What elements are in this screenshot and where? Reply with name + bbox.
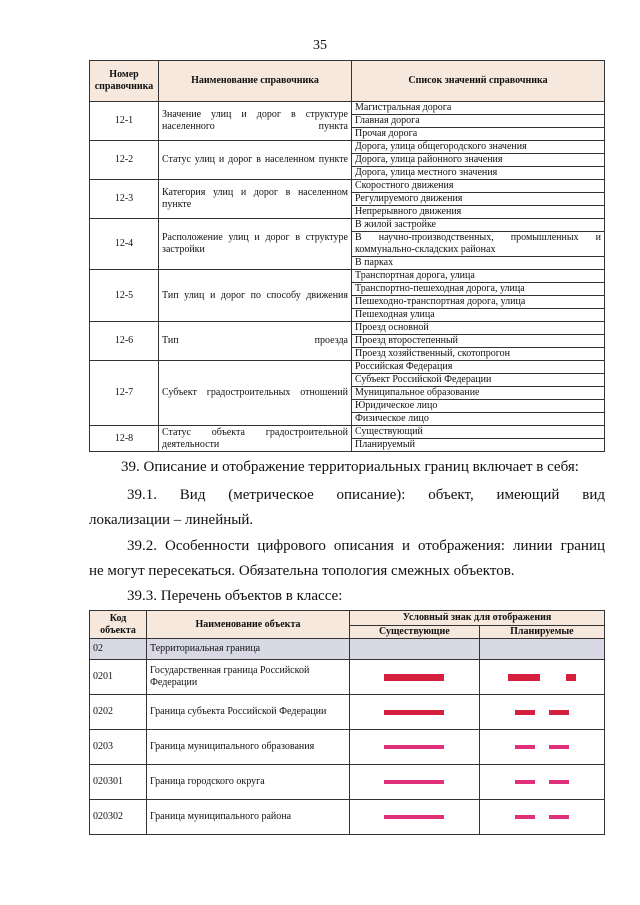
planned-boundary-dash <box>549 780 569 784</box>
object-code: 0201 <box>90 660 147 695</box>
directory-value: Муниципальное образование <box>352 387 605 400</box>
directory-name: Тип улиц и дорог по способу движения <box>159 270 352 322</box>
directory-value: Скоростного движения <box>352 180 605 193</box>
directory-value: Магистральная дорога <box>352 102 605 115</box>
table-row <box>90 219 605 232</box>
planned-boundary-dash <box>508 674 540 681</box>
object-code: 0202 <box>90 695 147 730</box>
paragraph-39-3: 39.3. Перечень объектов в классе: <box>127 588 343 604</box>
table-row <box>90 800 605 835</box>
directory-code: 12-6 <box>90 322 159 361</box>
header-name: Наименование справочника <box>159 61 352 102</box>
directory-name: Статус улиц и дорог в населенном пункте <box>159 141 352 180</box>
directory-code: 12-1 <box>90 102 159 141</box>
directory-code: 12-2 <box>90 141 159 180</box>
table-row <box>90 141 605 154</box>
group-code: 02 <box>90 639 147 660</box>
header-object-code: Код объекта <box>90 611 147 639</box>
directory-table <box>89 60 605 452</box>
paragraph-39-2: 39.2. Особенности цифрового описания и отображения: линии границ <box>127 538 605 554</box>
directory-value: Непрерывного движения <box>352 206 605 219</box>
object-name: Граница муниципального образования <box>147 730 350 765</box>
directory-value: Российская Федерация <box>352 361 605 374</box>
directory-code: 12-4 <box>90 219 159 270</box>
directory-value: В парках <box>352 257 605 270</box>
existing-symbol-cell <box>350 765 480 800</box>
object-name: Граница городского округа <box>147 765 350 800</box>
directory-name: Значение улиц и дорог в структуре населенного пункта <box>159 102 352 141</box>
header-planned: Планируемые <box>479 626 604 639</box>
table-row <box>90 765 605 800</box>
existing-boundary-line <box>384 674 444 681</box>
directory-value: Проезд второстепенный <box>352 335 605 348</box>
planned-boundary-dash <box>566 674 576 681</box>
paragraph-39-1-cont: локализации – линейный. <box>89 512 254 528</box>
group-cell <box>350 639 480 660</box>
directory-value: В научно-производственных, промышленных и коммунально-складских районах <box>352 232 605 257</box>
directory-code: 12-3 <box>90 180 159 219</box>
table-row <box>90 660 605 695</box>
header-symbol: Условный знак для отображения <box>350 611 605 626</box>
existing-symbol-cell <box>350 800 480 835</box>
existing-boundary-line <box>384 745 444 749</box>
table-row <box>90 180 605 193</box>
planned-boundary-dash <box>549 710 569 715</box>
object-code: 020301 <box>90 765 147 800</box>
planned-symbol-cell <box>479 660 604 695</box>
paragraph-39: 39. Описание и отображение территориальных границ включает в себя: <box>121 459 579 475</box>
paragraph-39-2-cont: не могут пересекаться. Обязательна топология смежных объектов. <box>89 563 515 579</box>
existing-symbol-cell <box>350 660 480 695</box>
table-row <box>90 102 605 115</box>
header-number: Номер справочника <box>90 61 159 102</box>
page-number: 35 <box>313 38 327 53</box>
directory-code: 12-8 <box>90 426 159 452</box>
planned-boundary-dash <box>515 745 535 749</box>
directory-code: 12-7 <box>90 361 159 426</box>
directory-name: Статус объекта градостроительной деятельности <box>159 426 352 452</box>
header-object-name: Наименование объекта <box>147 611 350 639</box>
directory-value: Юридическое лицо <box>352 400 605 413</box>
object-code: 020302 <box>90 800 147 835</box>
directory-value: Проезд хозяйственный, скотопрогон <box>352 348 605 361</box>
planned-boundary-dash <box>515 780 535 784</box>
paragraph-39-1: 39.1. Вид (метрическое описание): объект, имеющий вид <box>127 487 605 503</box>
directory-name: Расположение улиц и дорог в структуре застройки <box>159 219 352 270</box>
planned-symbol-cell <box>479 730 604 765</box>
header-values: Список значений справочника <box>352 61 605 102</box>
existing-boundary-line <box>384 780 444 784</box>
directory-value: Дорога, улица местного значения <box>352 167 605 180</box>
table-row <box>90 361 605 374</box>
directory-value: Регулируемого движения <box>352 193 605 206</box>
directory-value: Транспортная дорога, улица <box>352 270 605 283</box>
object-name: Граница муниципального района <box>147 800 350 835</box>
group-name: Территориальная граница <box>147 639 350 660</box>
group-cell <box>479 639 604 660</box>
directory-value: Главная дорога <box>352 115 605 128</box>
directory-value: Прочая дорога <box>352 128 605 141</box>
directory-name: Субъект градостроительных отношений <box>159 361 352 426</box>
planned-boundary-dash <box>549 745 569 749</box>
directory-value: Транспортно-пешеходная дорога, улица <box>352 283 605 296</box>
directory-name: Тип проезда <box>159 322 352 361</box>
planned-boundary-dash <box>515 815 535 819</box>
directory-code: 12-5 <box>90 270 159 322</box>
planned-boundary-dash <box>549 815 569 819</box>
directory-value: Существующий <box>352 426 605 439</box>
planned-symbol-cell <box>479 800 604 835</box>
directory-value: Планируемый <box>352 439 605 452</box>
object-name: Государственная граница Российской Федерации <box>147 660 350 695</box>
directory-value: В жилой застройке <box>352 219 605 232</box>
directory-value: Физическое лицо <box>352 413 605 426</box>
object-name: Граница субъекта Российской Федерации <box>147 695 350 730</box>
table-row <box>90 695 605 730</box>
directory-value: Дорога, улица общегородского значения <box>352 141 605 154</box>
table-row <box>90 270 605 283</box>
directory-value: Пешеходная улица <box>352 309 605 322</box>
directory-value: Проезд основной <box>352 322 605 335</box>
planned-boundary-dash <box>515 710 535 715</box>
directory-value: Пешеходно-транспортная дорога, улица <box>352 296 605 309</box>
planned-symbol-cell <box>479 765 604 800</box>
planned-symbol-cell <box>479 695 604 730</box>
objects-table <box>89 610 605 835</box>
directory-value: Дорога, улица районного значения <box>352 154 605 167</box>
existing-boundary-line <box>384 815 444 819</box>
existing-boundary-line <box>384 710 444 715</box>
object-code: 0203 <box>90 730 147 765</box>
directory-value: Субъект Российской Федерации <box>352 374 605 387</box>
table-row <box>90 426 605 439</box>
existing-symbol-cell <box>350 695 480 730</box>
existing-symbol-cell <box>350 730 480 765</box>
directory-name: Категория улиц и дорог в населенном пункте <box>159 180 352 219</box>
table-row <box>90 730 605 765</box>
header-existing: Существующие <box>350 626 480 639</box>
table-row <box>90 322 605 335</box>
